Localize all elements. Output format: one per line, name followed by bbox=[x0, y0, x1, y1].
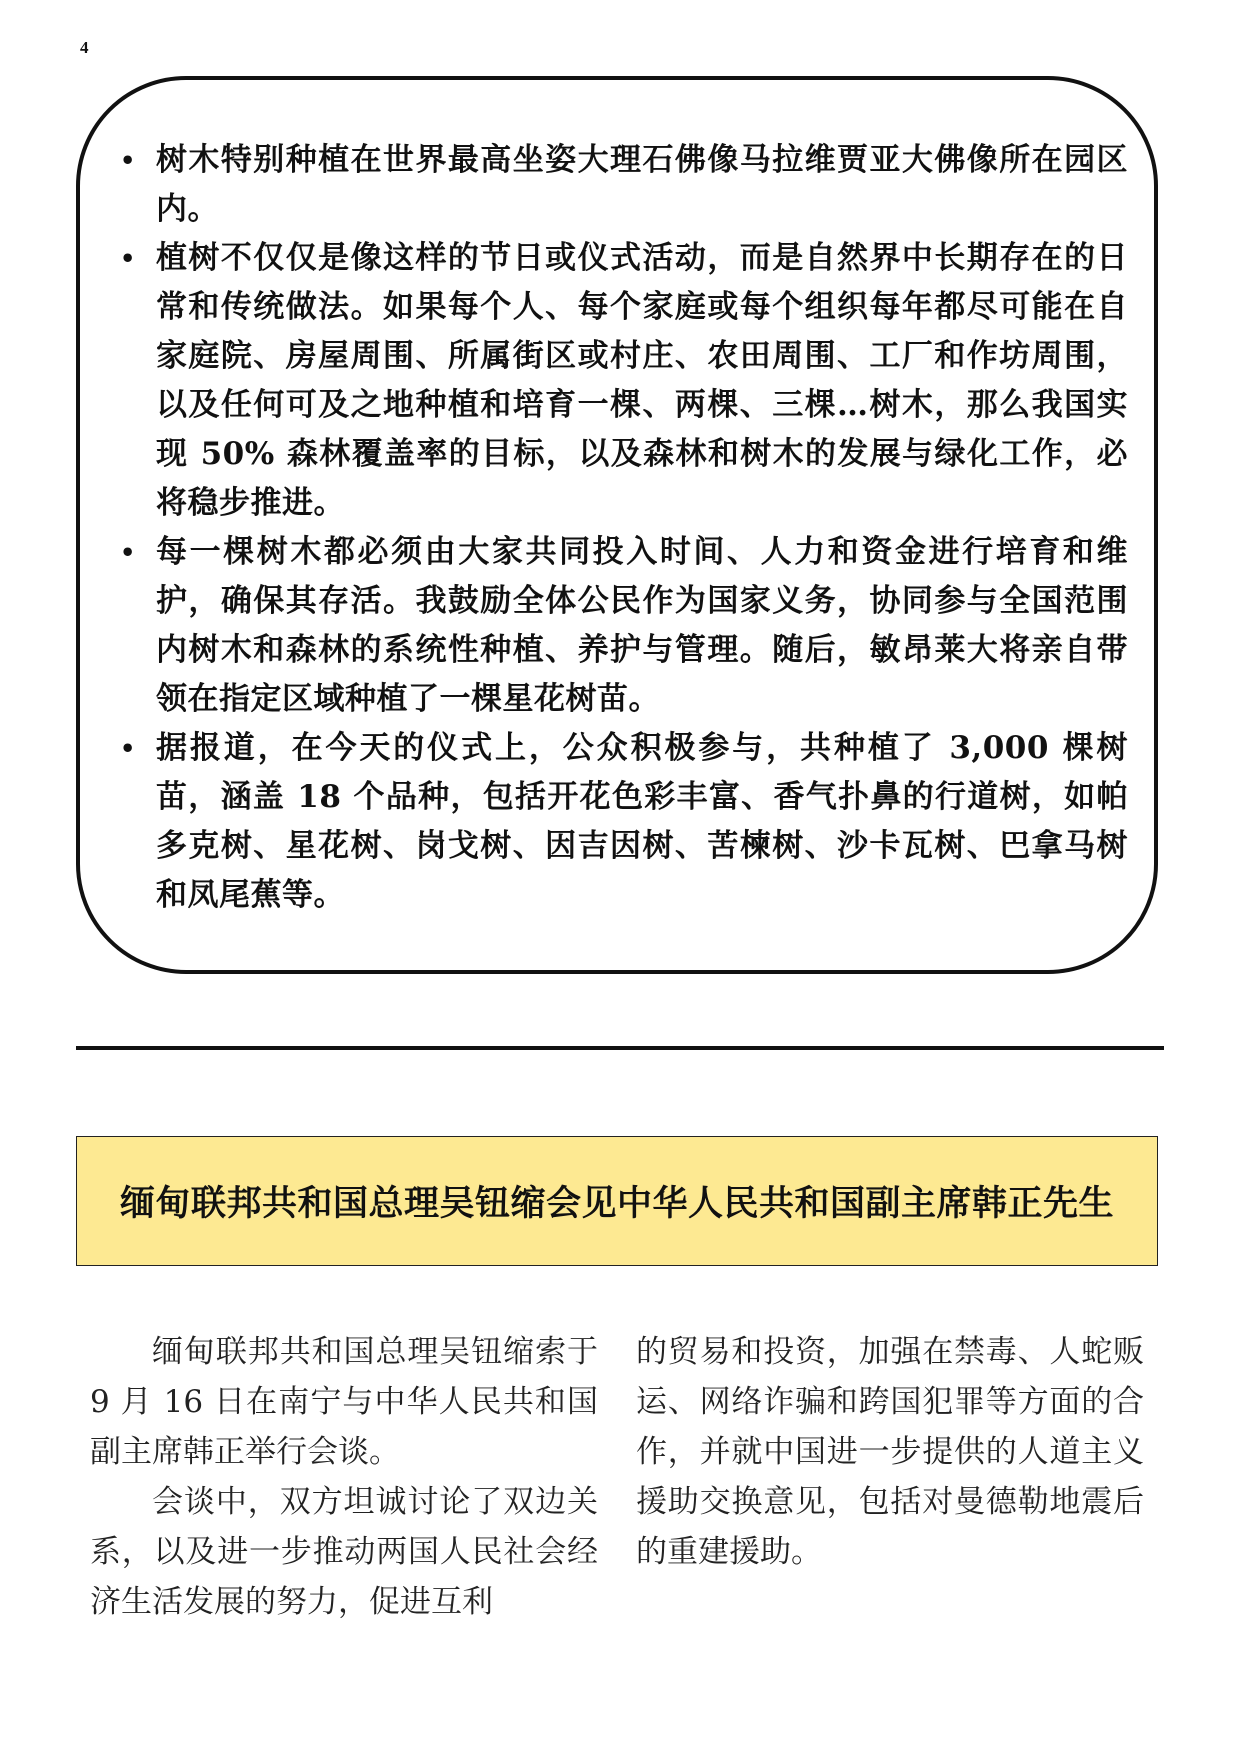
article-headline: 缅甸联邦共和国总理吴钮缩会见中华人民共和国副主席韩正先生 bbox=[119, 1183, 1114, 1224]
bullet-text: 树木特别种植在世界最高坐姿大理石佛像马拉维贾亚大佛像所在园区内。 bbox=[156, 142, 1128, 227]
bullet-icon: • bbox=[120, 146, 136, 175]
article-paragraph: 缅甸联邦共和国总理吴钮缩索于 9 月 16 日在南宁与中华人民共和国副主席韩正举行会谈。 bbox=[90, 1334, 598, 1470]
headline-banner bbox=[76, 1136, 1158, 1266]
page-number: 4 bbox=[80, 38, 89, 57]
article-column-right bbox=[636, 1327, 1144, 1577]
article-column-left bbox=[90, 1327, 598, 1627]
bullet-text: 据报道，在今天的仪式上，公众积极参与，共种植了 3,000 棵树苗，涵盖 18 个品种，包括开花色彩丰富、香气扑鼻的行道树，如帕多克树、星花树、岗戈树、因吉因树、苦楝树、沙卡瓦树、巴拿马树和凤尾蕉等。 bbox=[156, 730, 1128, 913]
bullet-item bbox=[118, 724, 1128, 920]
bullet-icon: • bbox=[120, 538, 136, 567]
bullet-icon: • bbox=[120, 244, 136, 273]
bullet-item bbox=[118, 528, 1128, 724]
article-paragraph: 会谈中，双方坦诚讨论了双边关系，以及进一步推动两国人民社会经济生活发展的努力，促进互利 bbox=[90, 1484, 598, 1620]
section-divider bbox=[76, 1046, 1164, 1050]
bullet-item bbox=[118, 136, 1128, 234]
bullet-list bbox=[118, 136, 1128, 920]
bullet-icon: • bbox=[120, 734, 136, 763]
bullet-item bbox=[118, 234, 1128, 528]
article-paragraph: 的贸易和投资，加强在禁毒、人蛇贩运、网络诈骗和跨国犯罪等方面的合作，并就中国进一步提供的人道主义援助交换意见，包括对曼德勒地震后的重建援助。 bbox=[636, 1334, 1144, 1570]
bullet-text: 植树不仅仅是像这样的节日或仪式活动，而是自然界中长期存在的日常和传统做法。如果每个人、每个家庭或每个组织每年都尽可能在自家庭院、房屋周围、所属街区或村庄、农田周围、工厂和作坊周围，以及任何可及之地种植和培育一棵、两棵、三棵…树木，那么我国实现 50% 森林覆盖率的目标，以及森林和树木的发展与绿化工作，必将稳步推进。 bbox=[156, 240, 1128, 521]
bullet-text: 每一棵树木都必须由大家共同投入时间、人力和资金进行培育和维护，确保其存活。我鼓励全体公民作为国家义务，协同参与全国范围内树木和森林的系统性种植、养护与管理。随后，敏昂莱大将亲自带领在指定区域种植了一棵星花树苗。 bbox=[156, 534, 1128, 717]
